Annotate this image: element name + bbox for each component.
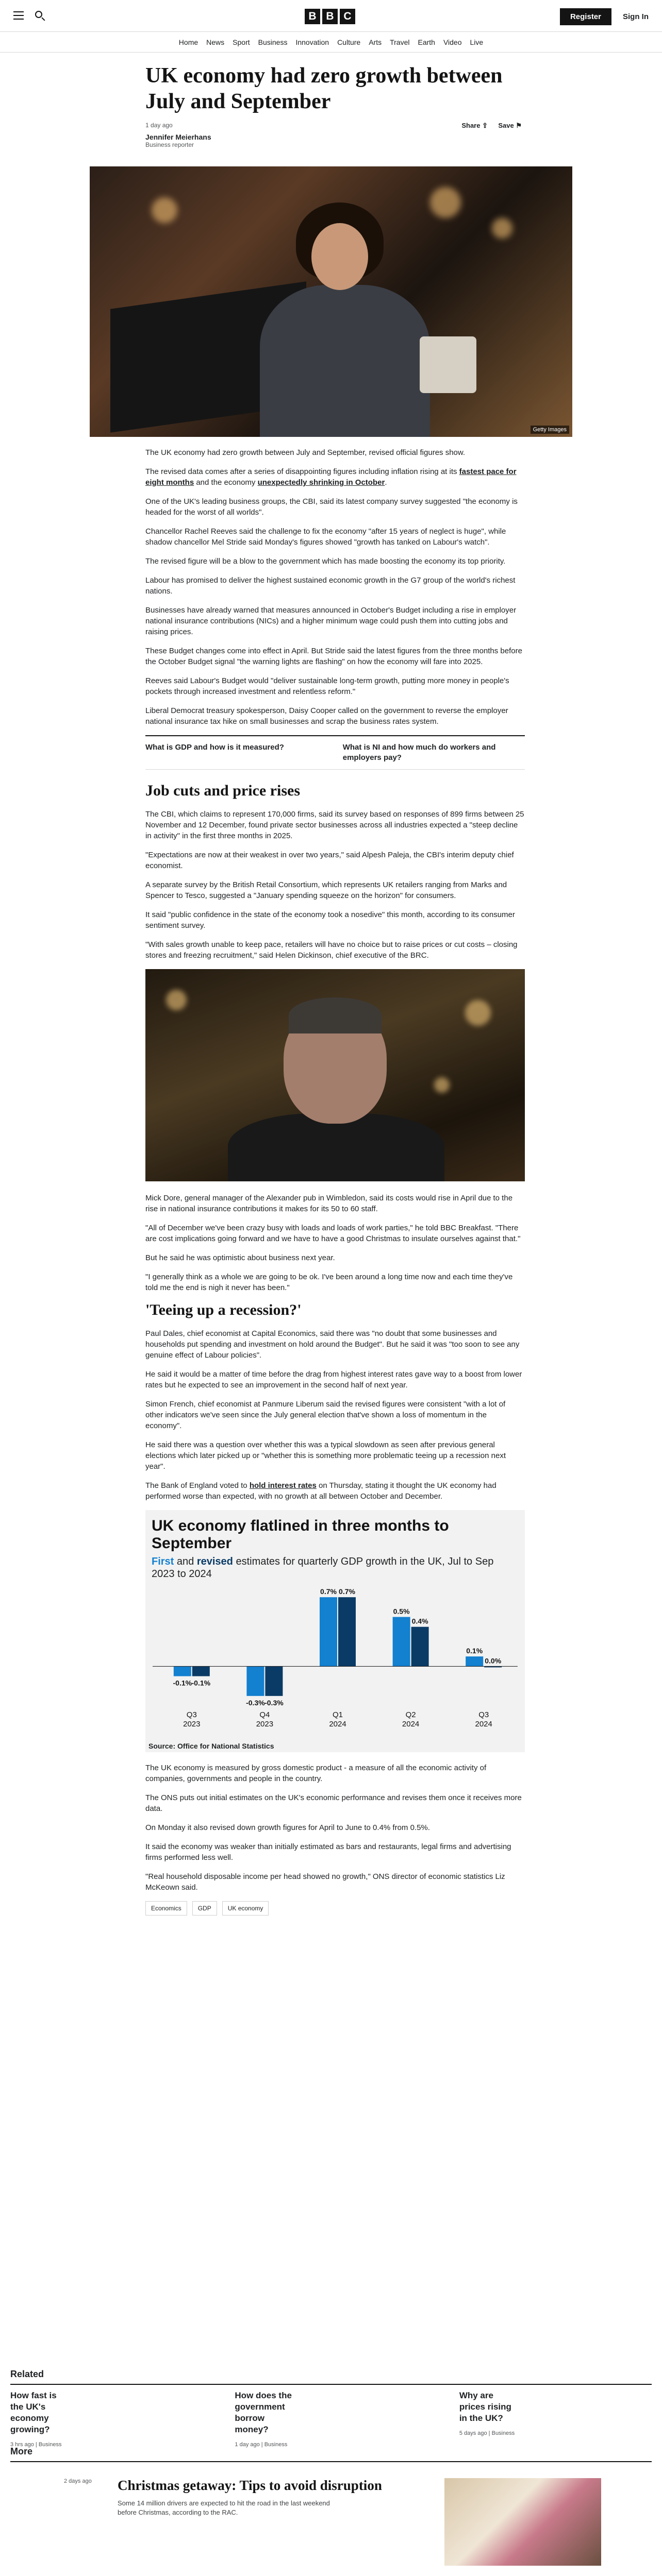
- paragraph: Labour has promised to deliver the highest sustained economic growth in the G7 group of the world's richest nations.: [145, 576, 516, 596]
- story-title[interactable]: Christmas getaway: Tips to avoid disruption: [118, 2478, 382, 2493]
- sign-in-link[interactable]: Sign In: [623, 12, 649, 21]
- man-hair: [289, 997, 382, 1033]
- search-icon[interactable]: [35, 11, 42, 18]
- paragraph: Chancellor Rachel Reeves said the challenge to fix the economy "after 15 years of neglect is huge", while shadow chancellor Mel Stride said Monday's figures showed "growth has tanked on Labour's watch".: [145, 527, 506, 547]
- bar-first: [393, 1617, 410, 1667]
- related-title[interactable]: How fast is the UK's economy growing?: [10, 2391, 57, 2434]
- text-run: on Thursday, stating it thought the UK economy had performed worse than expected, with no growth at all between October and December.: [145, 1481, 496, 1501]
- data-label: 0.4%: [411, 1617, 428, 1625]
- gdp-explainer-link[interactable]: What is GDP and how is it measured?: [145, 743, 284, 752]
- more-section: [0, 2442, 662, 2462]
- paragraph: "All of December we've been crazy busy with loads and loads of work parties," he told BBC Breakfast. "There are cost implications going forward and we have to have a good Christmas to insulate ourselves against that.": [145, 1224, 521, 1243]
- bookmark-icon: ⚑: [516, 122, 522, 129]
- story-time: 2 days ago: [64, 2478, 92, 2484]
- nav-arts[interactable]: Arts: [369, 38, 382, 46]
- story-summary: Some 14 million drivers are expected to hit the road in the last weekend before Christmas, according to the RAC.: [118, 2499, 330, 2516]
- x-tick-quarter: Q3: [186, 1710, 197, 1719]
- story-image[interactable]: [444, 2478, 601, 2566]
- paragraph: He said it would be a matter of time before the drag from highest interest rates gave way to a boost from lower rates but he expected to see an improvement in the second half of next year.: [145, 1370, 522, 1389]
- bar-first: [320, 1597, 337, 1666]
- data-label: 0.7%: [320, 1587, 337, 1596]
- paragraph-with-link: [145, 1480, 525, 1502]
- author-name[interactable]: Jennifer Meierhans: [145, 133, 211, 141]
- article-meta: [145, 122, 525, 152]
- tag-uk-economy[interactable]: UK economy: [222, 1901, 269, 1916]
- divider: [10, 2461, 652, 2462]
- related-links: [145, 735, 525, 770]
- text-run: and the economy: [194, 478, 258, 487]
- text-run: The revised data comes after a series of disappointing figures including inflation rising at its: [145, 467, 459, 476]
- bar-first: [246, 1666, 264, 1696]
- image-credit: Getty Images: [531, 426, 569, 434]
- article-body: [145, 447, 525, 1936]
- related-item[interactable]: [459, 2390, 652, 2448]
- bokeh-light: [430, 187, 461, 218]
- paragraph: The UK economy is measured by gross domestic product - a measure of all the economic activity of companies, governments and people in the country.: [145, 1764, 487, 1783]
- x-tick-quarter: Q1: [332, 1710, 343, 1719]
- person-body: [260, 285, 430, 437]
- paragraph: He said there was a question over whether this was a typical slowdown as seen after previous general elections which later picked up or "whether this is something more problematic teeing up a recession next year".: [145, 1440, 506, 1471]
- data-label: 0.1%: [466, 1647, 483, 1655]
- ni-explainer-link[interactable]: What is NI and how much do workers and employers pay?: [342, 743, 496, 762]
- logo-letter: C: [340, 9, 355, 24]
- legend-revised: revised: [196, 1556, 233, 1567]
- inflation-link[interactable]: fastest pace for eight months: [145, 467, 517, 487]
- nav-culture[interactable]: Culture: [337, 38, 361, 46]
- share-icon: ⇪: [482, 122, 488, 129]
- nav-video[interactable]: Video: [443, 38, 462, 46]
- paragraph: "With sales growth unable to keep pace, retailers will have no choice but to raise prices or cut costs – closing stores and freezing recruitment," said Helen Dickinson, chief executive of the BRC.: [145, 940, 518, 960]
- save-label: Save: [498, 122, 514, 129]
- topic-tags: [145, 1901, 525, 1916]
- x-tick-year: 2023: [183, 1720, 201, 1728]
- person-face: [311, 223, 368, 290]
- interest-rates-link[interactable]: hold interest rates: [249, 1481, 317, 1490]
- headline: UK economy had zero growth between July and September: [145, 64, 503, 113]
- related-item[interactable]: [235, 2390, 427, 2448]
- menu-icon[interactable]: [13, 11, 24, 20]
- bokeh-light: [166, 990, 187, 1010]
- bar-revised: [192, 1666, 210, 1676]
- data-label: 0.0%: [485, 1656, 502, 1665]
- article-header: [145, 63, 525, 152]
- bokeh-light: [152, 197, 177, 223]
- related-meta: 5 days ago | Business: [459, 2430, 515, 2436]
- paragraph: These Budget changes come into effect in April. But Stride said the latest figures from the three months before the October Budget signal "the warning lights are flashing" on how the economy will fare into 2025.: [145, 647, 522, 666]
- x-tick-quarter: Q3: [478, 1710, 489, 1719]
- related-title[interactable]: Why are prices rising in the UK?: [459, 2391, 511, 2423]
- bar-first: [466, 1656, 483, 1666]
- save-button[interactable]: [498, 122, 522, 130]
- paragraph: Paul Dales, chief economist at Capital Economics, said there was "no doubt that some businesses and households put spending and investment on hold around the Budget". But he said it was "too soon to see any genuine effect of Labour policies".: [145, 1329, 520, 1360]
- story-card[interactable]: [0, 2473, 662, 2576]
- related-item[interactable]: [10, 2390, 203, 2448]
- x-tick-year: 2024: [329, 1720, 346, 1728]
- paragraph: Mick Dore, general manager of the Alexander pub in Wimbledon, said its costs would rise in April due to the rise in national insurance contributions it makes for its 50 to 60 staff.: [145, 1194, 513, 1213]
- chart-title: UK economy flatlined in three months to September: [152, 1517, 449, 1552]
- legend-first: First: [152, 1556, 174, 1567]
- paragraph: Liberal Democrat treasury spokesperson, Daisy Cooper called on the government to reverse the employer national insurance tax hike on small businesses and scrap the business rates system.: [145, 706, 508, 726]
- nav-earth[interactable]: Earth: [418, 38, 435, 46]
- paragraph: The CBI, which claims to represent 170,000 firms, said its survey based on responses of 899 firms between 25 November and 12 December, found private sector businesses across all industries expected a "steep decline in activity" in the first three months in 2025.: [145, 810, 524, 840]
- legend-and: and: [176, 1556, 194, 1567]
- bar-revised: [338, 1597, 356, 1666]
- paragraph: Businesses have already warned that measures announced in October's Budget including a rise in employer national insurance contributions (NICs) and a higher minimum wage could push them into cutting jobs and raising prices.: [145, 606, 517, 636]
- related-section: [0, 2365, 662, 2453]
- paragraph: The UK economy had zero growth between July and September, revised official figures show.: [145, 448, 466, 457]
- related-title[interactable]: How does the government borrow money?: [235, 2391, 292, 2434]
- nav-live[interactable]: Live: [470, 38, 484, 46]
- top-bar: [0, 0, 662, 32]
- data-label: 0.5%: [393, 1607, 410, 1616]
- data-label: -0.3%: [264, 1698, 284, 1707]
- main-nav: [0, 32, 662, 53]
- data-label: -0.3%: [246, 1698, 265, 1707]
- nav-sport[interactable]: Sport: [233, 38, 250, 46]
- paragraph-with-links: [145, 466, 525, 488]
- hero-image: [90, 166, 572, 437]
- paragraph: But he said he was optimistic about business next year.: [145, 1253, 335, 1262]
- coffee-cup: [420, 336, 476, 393]
- bar-first: [174, 1666, 191, 1676]
- share-button[interactable]: [461, 122, 488, 130]
- paragraph: It said "public confidence in the state of the economy took a nosedive" this month, according to its consumer sentiment survey.: [145, 910, 515, 930]
- text-run: .: [385, 478, 387, 487]
- published-time: 1 day ago: [145, 122, 173, 129]
- bokeh-light: [492, 218, 512, 239]
- bokeh-light: [434, 1077, 450, 1093]
- tag-economics[interactable]: Economics: [145, 1901, 187, 1916]
- subheading: Job cuts and price rises: [145, 782, 300, 799]
- logo-letter: B: [305, 9, 320, 24]
- nav-innovation[interactable]: Innovation: [295, 38, 329, 46]
- paragraph: "I generally think as a whole we are going to be ok. I've been around a long time now and each time they've told me the end is nigh it never has been.": [145, 1273, 513, 1292]
- bar-revised: [265, 1666, 283, 1696]
- bbc-logo[interactable]: [305, 9, 355, 24]
- paragraph: "Real household disposable income per head showed no growth," ONS director of economic statistics Liz McKeown said.: [145, 1872, 505, 1892]
- chart-source: Source: Office for National Statistics: [148, 1742, 274, 1750]
- data-label: -0.1%: [191, 1679, 211, 1687]
- share-label: Share: [461, 122, 481, 129]
- tag-gdp[interactable]: GDP: [192, 1901, 217, 1916]
- author-role: Business reporter: [145, 141, 194, 148]
- gdp-chart: [145, 1510, 525, 1752]
- x-tick-year: 2023: [256, 1720, 274, 1728]
- text-run: The Bank of England voted to: [145, 1481, 250, 1490]
- logo-letter: B: [322, 9, 338, 24]
- paragraph: One of the UK's leading business groups, the CBI, said its latest company survey suggested "the economy is headed for the worst of all worlds".: [145, 497, 518, 517]
- related-meta: 3 hrs ago | Business: [10, 2442, 62, 2448]
- related-label: Related: [10, 2369, 44, 2379]
- bar-revised: [411, 1627, 429, 1667]
- nav-business[interactable]: Business: [258, 38, 288, 46]
- paragraph: On Monday it also revised down growth figures for April to June to 0.4% from 0.5%.: [145, 1823, 430, 1832]
- x-tick-quarter: Q4: [259, 1710, 270, 1719]
- register-button[interactable]: Register: [560, 8, 611, 25]
- subtitle-rest: estimates for quarterly GDP growth in the UK, Jul to Sep 2023 to 2024: [152, 1556, 494, 1580]
- subheading: 'Teeing up a recession?': [145, 1301, 302, 1318]
- nav-travel[interactable]: Travel: [390, 38, 410, 46]
- paragraph: A separate survey by the British Retail Consortium, which represents UK retailers ranging from Marks and Spencer to Tesco, suggested a "January spending squeeze on the horizon" for consumers.: [145, 880, 507, 900]
- paragraph: The ONS puts out initial estimates on the UK's economic performance and revises them once it receives more data.: [145, 1793, 522, 1813]
- chart-plot: [145, 1572, 525, 1742]
- paragraph: Simon French, chief economist at Panmure Liberum said the revised figures were consistent "with a lot of other indicators we've seen since the July general election that've shown a loss of momentum in the economy".: [145, 1400, 506, 1430]
- paragraph: It said the economy was weaker than initially estimated as bars and restaurants, legal firms and advertising firms performed less well.: [145, 1842, 511, 1862]
- related-meta: 1 day ago | Business: [235, 2442, 288, 2448]
- pub-manager-photo: [145, 969, 525, 1181]
- nav-home[interactable]: Home: [178, 38, 198, 46]
- more-label: More: [10, 2446, 33, 2456]
- shrinking-link[interactable]: unexpectedly shrinking in October: [257, 478, 385, 487]
- paragraph: The revised figure will be a blow to the government which has made boosting the economy its top priority.: [145, 557, 506, 566]
- x-tick-year: 2024: [475, 1720, 492, 1728]
- paragraph: "Expectations are now at their weakest in over two years," said Alpesh Paleja, the CBI's interim deputy chief economist.: [145, 851, 514, 870]
- paragraph: Reeves said Labour's Budget would "deliver sustainable long-term growth, putting more money in people's pockets through increased investment and relentless reform.": [145, 676, 509, 696]
- data-label: -0.1%: [173, 1679, 192, 1687]
- bokeh-light: [465, 1000, 491, 1026]
- x-tick-year: 2024: [402, 1720, 420, 1728]
- x-tick-quarter: Q2: [405, 1710, 416, 1719]
- data-label: 0.7%: [339, 1587, 355, 1596]
- nav-news[interactable]: News: [206, 38, 225, 46]
